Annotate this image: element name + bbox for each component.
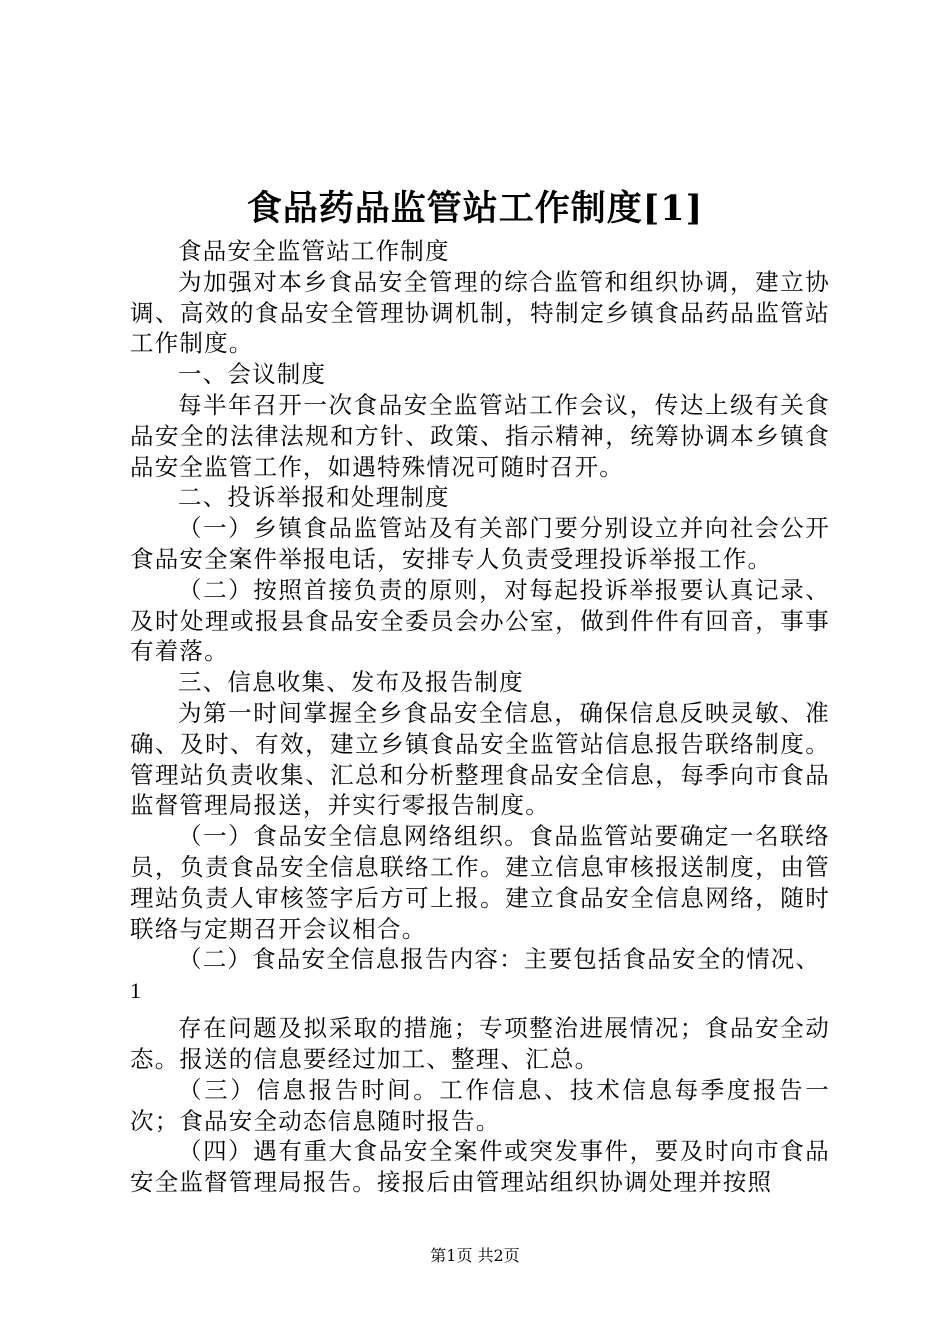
body-paragraph: （一）食品安全信息网络组织。食品监管站要确定一名联络员，负责食品安全信息联络工作。建立信息审核报送制度，由管理站负责人审核签字后方可上报。建立食品安全信息网络，随时联络与定期召开会议相合。 bbox=[130, 822, 830, 943]
section-heading: 三、信息收集、发布及报告制度 bbox=[178, 668, 524, 697]
page-footer: 第1页 共2页 bbox=[430, 1246, 520, 1265]
body-paragraph: 每半年召开一次食品安全监管站工作会议，传达上级有关食品安全的法律法规和方针、政策、指示精神，统筹协调本乡镇食品安全监管工作，如遇特殊情况可随时召开。 bbox=[130, 390, 830, 481]
inline-page-number: 1 bbox=[130, 978, 141, 1004]
body-paragraph: （四）遇有重大食品安全案件或突发事件，要及时向市食品安全监督管理局报告。接报后由管理站组织协调处理并按照 bbox=[130, 1137, 830, 1197]
body-paragraph: （二）食品安全信息报告内容：主要包括食品安全的情况、 bbox=[178, 945, 821, 974]
body-paragraph: （二）按照首接负责的原则，对每起投诉举报要认真记录、及时处理或报县食品安全委员会办公室，做到件件有回音，事事有着落。 bbox=[130, 575, 830, 666]
body-paragraph: （一）乡镇食品监管站及有关部门要分别设立并向社会公开食品安全案件举报电话，安排专人负责受理投诉举报工作。 bbox=[130, 514, 830, 573]
section-heading: 一、会议制度 bbox=[178, 360, 327, 389]
body-paragraph: 为加强对本乡食品安全管理的综合监管和组织协调，建立协调、高效的食品安全管理协调机制，特制定乡镇食品药品监管站工作制度。 bbox=[130, 267, 830, 358]
body-paragraph: 为第一时间掌握全乡食品安全信息，确保信息反映灵敏、准确、及时、有效，建立乡镇食品安全监管站信息报告联络制度。管理站负责收集、汇总和分析整理食品安全信息，每季向市食品监督管理局报送，并实行零报告制度。 bbox=[130, 698, 830, 820]
section-heading: 食品安全监管站工作制度 bbox=[178, 237, 450, 265]
body-paragraph: 存在问题及拟采取的措施；专项整治进展情况；食品安全动态。报送的信息要经过加工、整理、汇总。 bbox=[130, 1014, 830, 1073]
body-paragraph: （三）信息报告时间。工作信息、技术信息每季度报告一次；食品安全动态信息随时报告。 bbox=[130, 1075, 830, 1135]
document-body bbox=[130, 236, 830, 1198]
document-title: 食品药品监管站工作制度[1] bbox=[246, 188, 704, 229]
section-heading: 二、投诉举报和处理制度 bbox=[178, 483, 450, 512]
